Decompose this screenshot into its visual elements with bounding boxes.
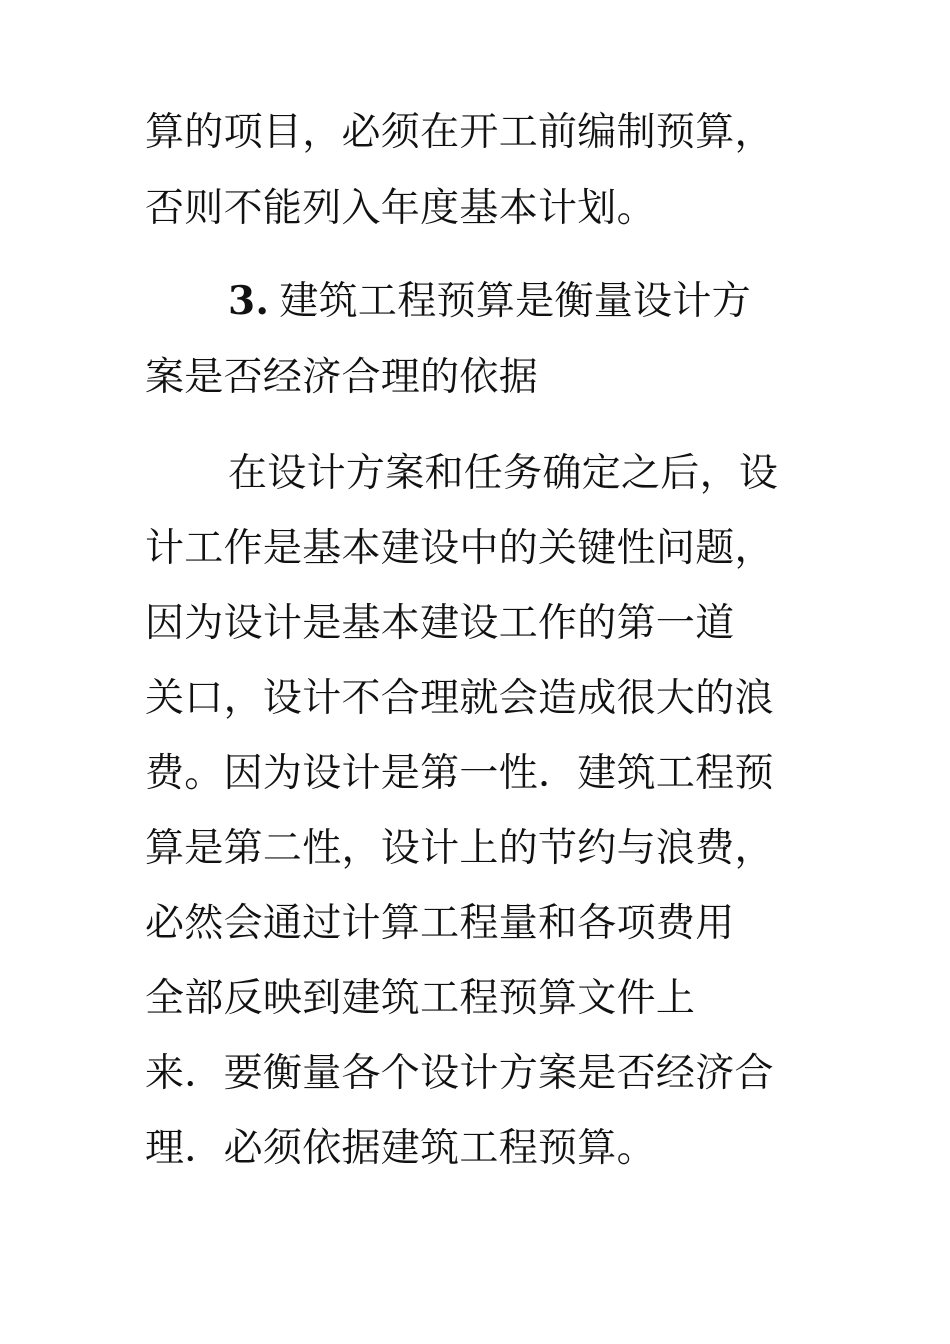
heading-number: 3. xyxy=(228,278,270,324)
text-line: 在设计方案和任务确定之后，设 xyxy=(228,451,779,496)
heading-line xyxy=(228,278,751,324)
text-line: 否则不能列入年度基本计划。 xyxy=(145,186,656,231)
text-line: 因为设计是基本建设工作的第一道 xyxy=(145,601,735,646)
text-line: 关口，设计不合理就会造成很大的浪 xyxy=(145,676,774,721)
text-line: 计工作是基本建设中的关键性问题， xyxy=(145,526,774,571)
heading-text: 建筑工程预算是衡量设计方 xyxy=(279,279,751,324)
text-line: 算的项目，必须在开工前编制预算， xyxy=(145,110,774,155)
text-line: 费。因为设计是第一性．建筑工程预 xyxy=(145,751,774,796)
text-line: 来．要衡量各个设计方案是否经济合 xyxy=(145,1051,774,1096)
text-line: 必然会通过计算工程量和各项费用 xyxy=(145,901,735,946)
text-line: 理．必须依据建筑工程预算。 xyxy=(145,1126,656,1171)
text-line: 全部反映到建筑工程预算文件上 xyxy=(145,976,696,1021)
text-line: 算是第二性，设计上的节约与浪费， xyxy=(145,826,774,871)
heading-line: 案是否经济合理的依据 xyxy=(145,355,539,400)
